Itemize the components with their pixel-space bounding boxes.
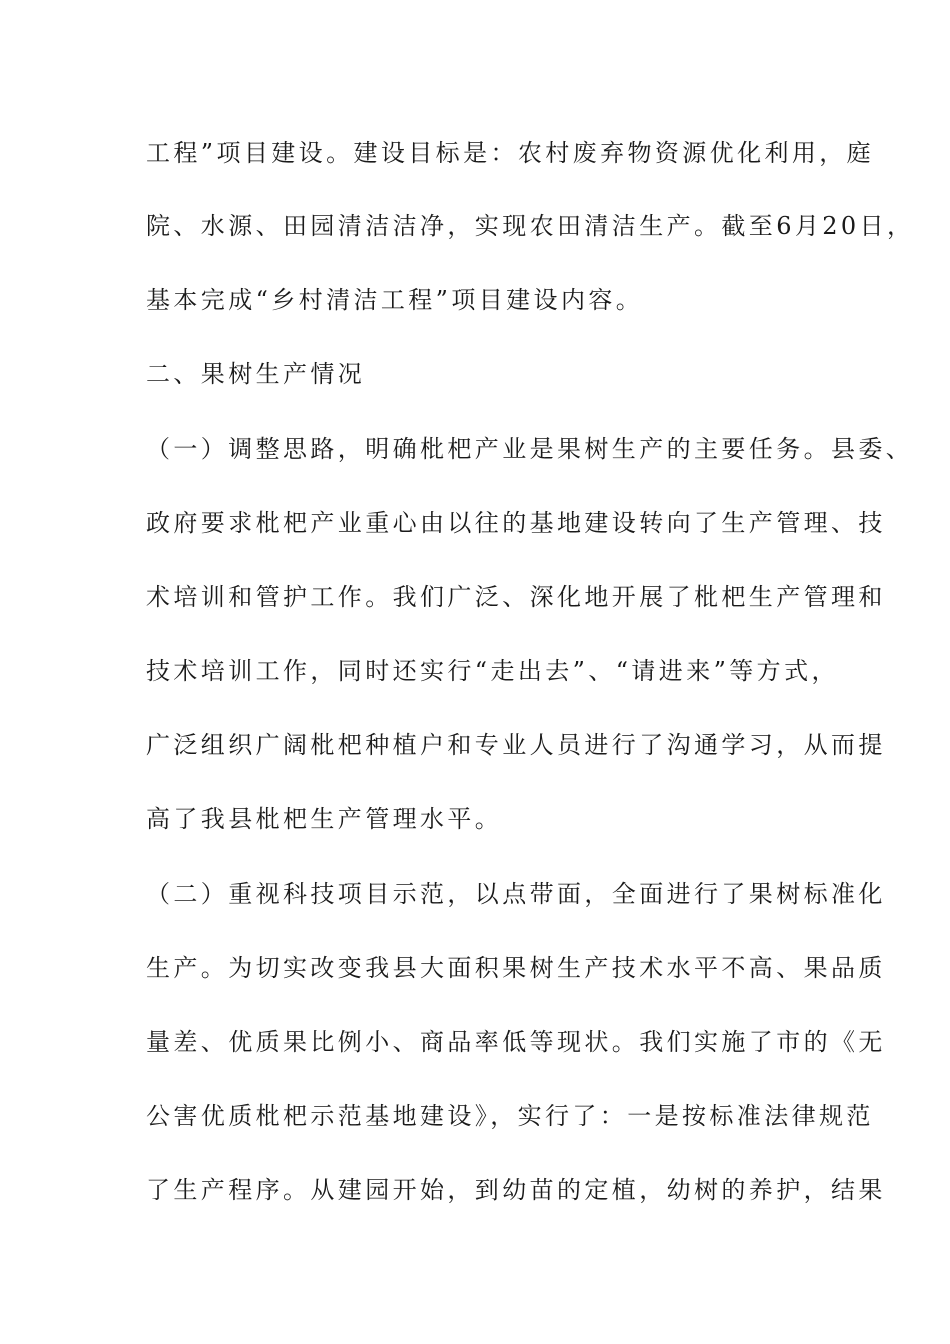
text-line: 高了我县枇杷生产管理水平。: [146, 805, 503, 833]
text-line: 广泛组织广阔枇杷种植户和专业人员进行了沟通学习，从而提: [146, 731, 886, 759]
text-line: 公害优质枇杷示范基地建设》，实行了：一是按标准法律规范: [146, 1102, 874, 1130]
text-line: 政府要求枇杷产业重心由以往的基地建设转向了生产管理、技: [146, 509, 886, 537]
section-heading: 二、果树生产情况: [146, 360, 366, 388]
text-line: （一）调整思路，明确枇杷产业是果树生产的主要任务。县委、: [146, 435, 914, 463]
text-line: 技术培训工作，同时还实行“走出去”、“请进来”等方式，: [146, 657, 839, 685]
text-line: 了生产程序。从建园开始，到幼苗的定植，幼树的养护，结果: [146, 1176, 886, 1204]
text-line: 生产。为切实改变我县大面积果树生产技术水平不高、果品质: [146, 954, 886, 982]
text-line: 量差、优质果比例小、商品率低等现状。我们实施了市的《无: [146, 1028, 886, 1056]
text-line: 院、水源、田园清洁洁净，实现农田清洁生产。截至6月20日，: [146, 212, 915, 240]
text-line: 工程”项目建设。建设目标是：农村废弃物资源优化利用，庭: [146, 139, 875, 167]
text-line: 基本完成“乡村清洁工程”项目建设内容。: [146, 286, 644, 314]
text-line: 术培训和管护工作。我们广泛、深化地开展了枇杷生产管理和: [146, 583, 886, 611]
text-line: （二）重视科技项目示范，以点带面，全面进行了果树标准化: [146, 880, 886, 908]
